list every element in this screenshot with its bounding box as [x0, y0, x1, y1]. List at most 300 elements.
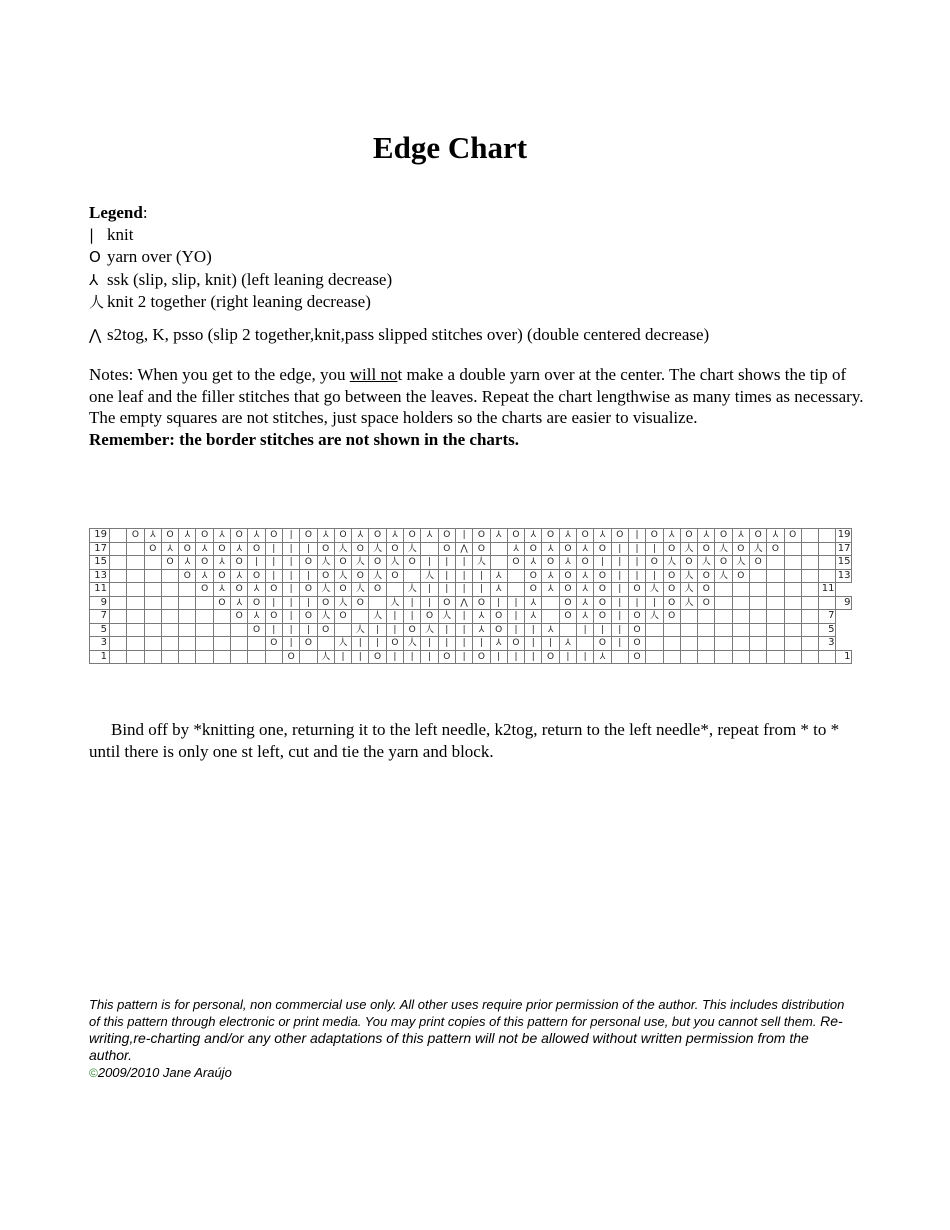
row-number-right: 3: [819, 637, 836, 651]
chart-row-15: [90, 556, 852, 570]
chart-cell: |: [628, 542, 645, 556]
chart-cell: [749, 583, 766, 597]
chart-cell: O: [144, 542, 161, 556]
chart-cell: ⅄: [594, 650, 611, 664]
chart-cell: O: [663, 610, 680, 624]
chart-cell: 人: [317, 610, 334, 624]
chart-cell: 人: [715, 542, 732, 556]
chart-cell: |: [507, 610, 524, 624]
legend-heading: [89, 202, 709, 224]
row-number-left: 13: [90, 569, 110, 583]
chart-cell: [334, 623, 351, 637]
chart-cell: ⅄: [577, 596, 594, 610]
chart-cell: |: [352, 650, 369, 664]
chart-cell: O: [248, 569, 265, 583]
chart-cell: 人: [698, 556, 715, 570]
chart-cell: ⅄: [231, 596, 248, 610]
legend-text-k2tog: knit 2 together (right leaning decrease): [107, 292, 371, 311]
chart-cell: O: [438, 542, 455, 556]
chart-cell: 人: [438, 610, 455, 624]
chart-cell: O: [386, 542, 403, 556]
row-number-left: 9: [90, 596, 110, 610]
chart-cell: O: [161, 556, 178, 570]
chart-cell: [161, 637, 178, 651]
chart-cell: 人: [317, 650, 334, 664]
chart-cell: |: [455, 556, 472, 570]
chart-cell: ⅄: [421, 529, 438, 543]
chart-cell: [611, 650, 628, 664]
chart-cell: [265, 650, 282, 664]
chart-cell: [784, 583, 801, 597]
chart-cell: |: [611, 623, 628, 637]
chart-cell: ⅄: [248, 610, 265, 624]
chart-cell: O: [525, 569, 542, 583]
chart-cell: |: [265, 623, 282, 637]
chart-cell: |: [386, 610, 403, 624]
chart-cell: [127, 556, 144, 570]
chart-cell: O: [300, 583, 317, 597]
chart-cell: [819, 596, 836, 610]
chart-cell: [749, 637, 766, 651]
chart-cell: [819, 529, 836, 543]
chart-cell: [663, 637, 680, 651]
chart-cell: |: [438, 569, 455, 583]
chart-cell: |: [611, 596, 628, 610]
chart-cell: [110, 542, 127, 556]
chart-cell: O: [213, 596, 230, 610]
chart-cell: |: [455, 529, 472, 543]
chart-cell: O: [663, 569, 680, 583]
chart-cell: [127, 542, 144, 556]
notes-text-1: Notes: When you get to the edge, you: [89, 365, 350, 384]
chart-row-1: [90, 650, 852, 664]
chart-cell: 人: [715, 569, 732, 583]
chart-cell: 人: [680, 542, 697, 556]
chart-cell: [784, 610, 801, 624]
chart-cell: 人: [680, 569, 697, 583]
chart-cell: O: [231, 556, 248, 570]
chart-cell: [680, 637, 697, 651]
chart-cell: [110, 637, 127, 651]
chart-cell: [715, 596, 732, 610]
chart-cell: O: [611, 529, 628, 543]
chart-cell: [749, 623, 766, 637]
chart-cell: ⅄: [490, 637, 507, 651]
chart-cell: O: [473, 596, 490, 610]
chart-cell: [127, 596, 144, 610]
k2tog-symbol-icon: 人: [89, 293, 105, 311]
legend-text-knit: knit: [107, 224, 134, 244]
chart-cell: O: [628, 610, 645, 624]
chart-cell: |: [646, 569, 663, 583]
chart-cell: [161, 596, 178, 610]
knit-symbol-icon: |: [89, 225, 95, 244]
chart-cell: O: [577, 556, 594, 570]
chart-cell: |: [611, 637, 628, 651]
chart-cell: ⅄: [525, 529, 542, 543]
footer-text-2: Re-writing,re-charting and/or any other adaptations of this pattern will not be allowed without written permission from the author.: [89, 1013, 843, 1063]
ssk-symbol-icon: ⅄: [89, 270, 99, 289]
chart-cell: [196, 650, 213, 664]
chart-cell: [767, 637, 784, 651]
chart-cell: [179, 623, 196, 637]
chart-cell: [179, 650, 196, 664]
chart-cell: |: [577, 623, 594, 637]
notes-text-2: t make a double yarn over at the center. The chart shows the tip of one leaf and the filler stitches that go between the leaves. Repeat the chart lengthwise as many times as necessary.: [89, 365, 864, 406]
chart-cell: [698, 650, 715, 664]
chart-cell: O: [525, 583, 542, 597]
chart-cell: ⅄: [490, 583, 507, 597]
chart-cell: |: [300, 569, 317, 583]
chart-cell: |: [490, 596, 507, 610]
legend-item-ssk: [89, 269, 709, 292]
chart-cell: [127, 623, 144, 637]
chart-cell: O: [577, 529, 594, 543]
row-number-left: 1: [90, 650, 110, 664]
chart-cell: |: [594, 623, 611, 637]
chart-cell: 人: [369, 542, 386, 556]
chart-cell: ⅄: [144, 529, 161, 543]
chart-cell: [386, 583, 403, 597]
chart-cell: [231, 650, 248, 664]
notes-paragraph: [89, 364, 869, 407]
chart-cell: |: [628, 556, 645, 570]
chart-cell: |: [525, 623, 542, 637]
chart-cell: |: [455, 623, 472, 637]
chart-cell: O: [248, 542, 265, 556]
chart-cell: O: [196, 529, 213, 543]
chart-cell: O: [473, 542, 490, 556]
chart-cell: O: [542, 650, 559, 664]
footer-copyright: 2009/2010 Jane Araújo: [97, 1065, 232, 1080]
chart-cell: ⋀: [455, 542, 472, 556]
chart-cell: O: [334, 610, 351, 624]
chart-cell: O: [628, 650, 645, 664]
chart-cell: O: [265, 529, 282, 543]
chart-cell: |: [386, 623, 403, 637]
edge-chart: [89, 528, 852, 664]
chart-cell: O: [265, 583, 282, 597]
chart-cell: |: [455, 650, 472, 664]
chart-cell: [732, 650, 749, 664]
chart-cell: O: [369, 556, 386, 570]
chart-cell: |: [594, 556, 611, 570]
chart-cell: [127, 650, 144, 664]
chart-cell: [144, 610, 161, 624]
chart-cell: [196, 610, 213, 624]
chart-cell: [248, 650, 265, 664]
chart-cell: [732, 623, 749, 637]
notes-line-2: The empty squares are not stitches, just space holders so the charts are easier to visualize.: [89, 408, 698, 427]
chart-cell: [646, 650, 663, 664]
chart-cell: O: [300, 610, 317, 624]
chart-cell: [577, 637, 594, 651]
chart-cell: [732, 583, 749, 597]
chart-cell: ⅄: [213, 583, 230, 597]
chart-cell: O: [231, 529, 248, 543]
chart-cell: |: [438, 556, 455, 570]
s2kp-symbol-icon: ⋀: [89, 325, 102, 344]
chart-cell: [715, 637, 732, 651]
chart-cell: |: [282, 569, 299, 583]
chart-cell: [767, 556, 784, 570]
chart-cell: [127, 583, 144, 597]
chart-cell: |: [507, 650, 524, 664]
chart-cell: [490, 542, 507, 556]
chart-cell: [784, 556, 801, 570]
legend-text-s2kp: s2tog, K, psso (slip 2 together,knit,pass slipped stitches over) (double centered decrease): [107, 324, 710, 344]
chart-cell: O: [300, 637, 317, 651]
chart-cell: [680, 610, 697, 624]
chart-cell: ⅄: [577, 569, 594, 583]
chart-cell: 人: [680, 583, 697, 597]
chart-cell: |: [611, 569, 628, 583]
chart-cell: ⅄: [559, 637, 576, 651]
chart-cell: 人: [404, 542, 421, 556]
chart-cell: O: [248, 623, 265, 637]
chart-cell: |: [438, 637, 455, 651]
chart-cell: [213, 623, 230, 637]
chart-cell: [715, 650, 732, 664]
chart-cell: |: [421, 650, 438, 664]
chart-cell: ⅄: [248, 529, 265, 543]
row-number-right: 17: [837, 542, 851, 554]
chart-cell: O: [542, 529, 559, 543]
chart-cell: [801, 583, 818, 597]
chart-cell: |: [577, 650, 594, 664]
chart-cell: [179, 610, 196, 624]
chart-cell: [784, 542, 801, 556]
chart-row-19: [90, 529, 852, 543]
row-number-right: 13: [837, 569, 851, 581]
chart-cell: |: [404, 650, 421, 664]
chart-cell: 人: [334, 637, 351, 651]
chart-cell: |: [404, 610, 421, 624]
chart-cell: [749, 610, 766, 624]
chart-cell: |: [404, 596, 421, 610]
notes-underlined: will no: [349, 365, 398, 384]
chart-cell: |: [421, 637, 438, 651]
chart-cell: 人: [421, 569, 438, 583]
chart-cell: ⅄: [525, 610, 542, 624]
chart-cell: O: [317, 596, 334, 610]
chart-cell: [767, 623, 784, 637]
chart-cell: 人: [404, 583, 421, 597]
chart-cell: O: [698, 542, 715, 556]
chart-cell: ⅄: [542, 623, 559, 637]
chart-cell: 人: [421, 623, 438, 637]
chart-cell: ⅄: [542, 542, 559, 556]
chart-cell: ⅄: [542, 569, 559, 583]
chart-cell: [732, 610, 749, 624]
chart-cell: |: [421, 556, 438, 570]
chart-cell: [196, 623, 213, 637]
chart-cell: [110, 556, 127, 570]
chart-cell: [213, 610, 230, 624]
chart-cell: O: [265, 610, 282, 624]
chart-cell: O: [386, 637, 403, 651]
chart-cell: [784, 569, 801, 583]
chart-cell: |: [265, 596, 282, 610]
chart-cell: O: [334, 583, 351, 597]
chart-cell: [179, 596, 196, 610]
chart-cell: |: [611, 610, 628, 624]
chart-cell: ⅄: [698, 529, 715, 543]
chart-cell: [698, 637, 715, 651]
chart-cell: [161, 583, 178, 597]
chart-cell: ⅄: [317, 529, 334, 543]
chart-cell: [784, 650, 801, 664]
chart-cell: [248, 637, 265, 651]
chart-cell: O: [749, 556, 766, 570]
chart-cell: |: [646, 542, 663, 556]
chart-cell: |: [248, 556, 265, 570]
chart-cell: [542, 596, 559, 610]
chart-cell: |: [542, 637, 559, 651]
chart-cell: ⅄: [559, 556, 576, 570]
chart-cell: |: [300, 596, 317, 610]
chart-cell: |: [369, 623, 386, 637]
chart-cell: [110, 610, 127, 624]
legend-text-ssk: ssk (slip, slip, knit) (left leaning decrease): [107, 269, 393, 289]
chart-cell: O: [715, 556, 732, 570]
chart-cell: O: [646, 556, 663, 570]
chart-cell: [749, 596, 766, 610]
chart-cell: O: [196, 583, 213, 597]
chart-cell: [801, 542, 818, 556]
chart-cell: O: [628, 637, 645, 651]
chart-cell: |: [455, 569, 472, 583]
chart-cell: |: [265, 542, 282, 556]
chart-cell: [663, 650, 680, 664]
chart-cell: ⅄: [525, 596, 542, 610]
chart-cell: O: [300, 529, 317, 543]
chart-cell: |: [282, 610, 299, 624]
chart-cell: O: [334, 556, 351, 570]
chart-cell: [144, 596, 161, 610]
chart-cell: [161, 610, 178, 624]
chart-cell: O: [213, 542, 230, 556]
chart-cell: [231, 623, 248, 637]
chart-cell: O: [507, 556, 524, 570]
legend: [89, 202, 709, 346]
chart-cell: O: [352, 596, 369, 610]
chart-cell: O: [663, 583, 680, 597]
row-number-right: 19: [837, 529, 851, 541]
chart-cell: O: [525, 542, 542, 556]
chart-cell: O: [698, 569, 715, 583]
chart-row-17: [90, 542, 852, 556]
chart-cell: |: [300, 623, 317, 637]
chart-cell: O: [767, 542, 784, 556]
chart-cell: 人: [749, 542, 766, 556]
chart-cell: |: [473, 583, 490, 597]
chart-cell: |: [282, 637, 299, 651]
chart-cell: |: [507, 596, 524, 610]
chart-cell: |: [265, 556, 282, 570]
chart-cell: O: [438, 529, 455, 543]
chart-cell: O: [680, 556, 697, 570]
chart-cell: 人: [352, 623, 369, 637]
bind-off-instructions: Bind off by *knitting one, returning it to the left needle, k2tog, return to the left needle*, repeat from * to * until there is only one st left, cut and tie the yarn and block.: [89, 720, 840, 761]
legend-item-yarn-over: [89, 246, 709, 269]
footer: [89, 996, 849, 1082]
chart-cell: [144, 583, 161, 597]
chart-cell: ⅄: [213, 556, 230, 570]
chart-cell: O: [161, 529, 178, 543]
chart-cell: ⅄: [732, 529, 749, 543]
chart-cell: |: [473, 637, 490, 651]
chart-cell: [144, 623, 161, 637]
chart-cell: O: [559, 596, 576, 610]
page-title: Edge Chart: [372, 130, 528, 165]
chart-cell: ⅄: [507, 542, 524, 556]
row-number-left: 3: [90, 637, 110, 651]
row-number-left: 17: [90, 542, 110, 556]
chart-cell: [127, 569, 144, 583]
chart-cell: ⅄: [559, 529, 576, 543]
chart-cell: [784, 637, 801, 651]
chart-cell: |: [265, 569, 282, 583]
chart-cell: 人: [317, 583, 334, 597]
chart-cell: [801, 529, 818, 543]
chart-cell: [110, 650, 127, 664]
chart-cell: ⅄: [542, 583, 559, 597]
chart-cell: O: [317, 569, 334, 583]
chart-cell: |: [438, 623, 455, 637]
chart-cell: O: [594, 610, 611, 624]
chart-cell: O: [784, 529, 801, 543]
chart-row-11: [90, 583, 852, 597]
chart-cell: |: [421, 596, 438, 610]
chart-cell: |: [300, 542, 317, 556]
chart-cell: 人: [646, 610, 663, 624]
chart-cell: ⅄: [161, 542, 178, 556]
chart-cell: [749, 650, 766, 664]
chart-cell: ⅄: [231, 542, 248, 556]
chart-cell: |: [282, 529, 299, 543]
chart-cell: [404, 569, 421, 583]
chart-cell: O: [490, 610, 507, 624]
chart-cell: [110, 596, 127, 610]
chart-cell: O: [300, 556, 317, 570]
row-number-right: 11: [819, 583, 836, 597]
chart-cell: O: [317, 623, 334, 637]
chart-cell: O: [282, 650, 299, 664]
chart-cell: |: [282, 542, 299, 556]
chart-cell: O: [594, 596, 611, 610]
chart-cell: O: [698, 583, 715, 597]
chart-cell: O: [265, 637, 282, 651]
chart-cell: |: [559, 650, 576, 664]
chart-cell: |: [421, 583, 438, 597]
chart-row-5: [90, 623, 852, 637]
chart-cell: O: [663, 596, 680, 610]
chart-row-7: [90, 610, 852, 624]
chart-cell: ⅄: [473, 623, 490, 637]
chart-cell: O: [490, 623, 507, 637]
chart-cell: O: [542, 556, 559, 570]
chart-cell: 人: [369, 569, 386, 583]
legend-item-knit: [89, 224, 709, 247]
chart-cell: ⅄: [525, 556, 542, 570]
chart-cell: [767, 650, 784, 664]
legend-heading-colon: :: [142, 203, 148, 222]
chart-cell: [144, 556, 161, 570]
chart-cell: [144, 569, 161, 583]
row-number-left: 7: [90, 610, 110, 624]
chart-cell: O: [231, 610, 248, 624]
